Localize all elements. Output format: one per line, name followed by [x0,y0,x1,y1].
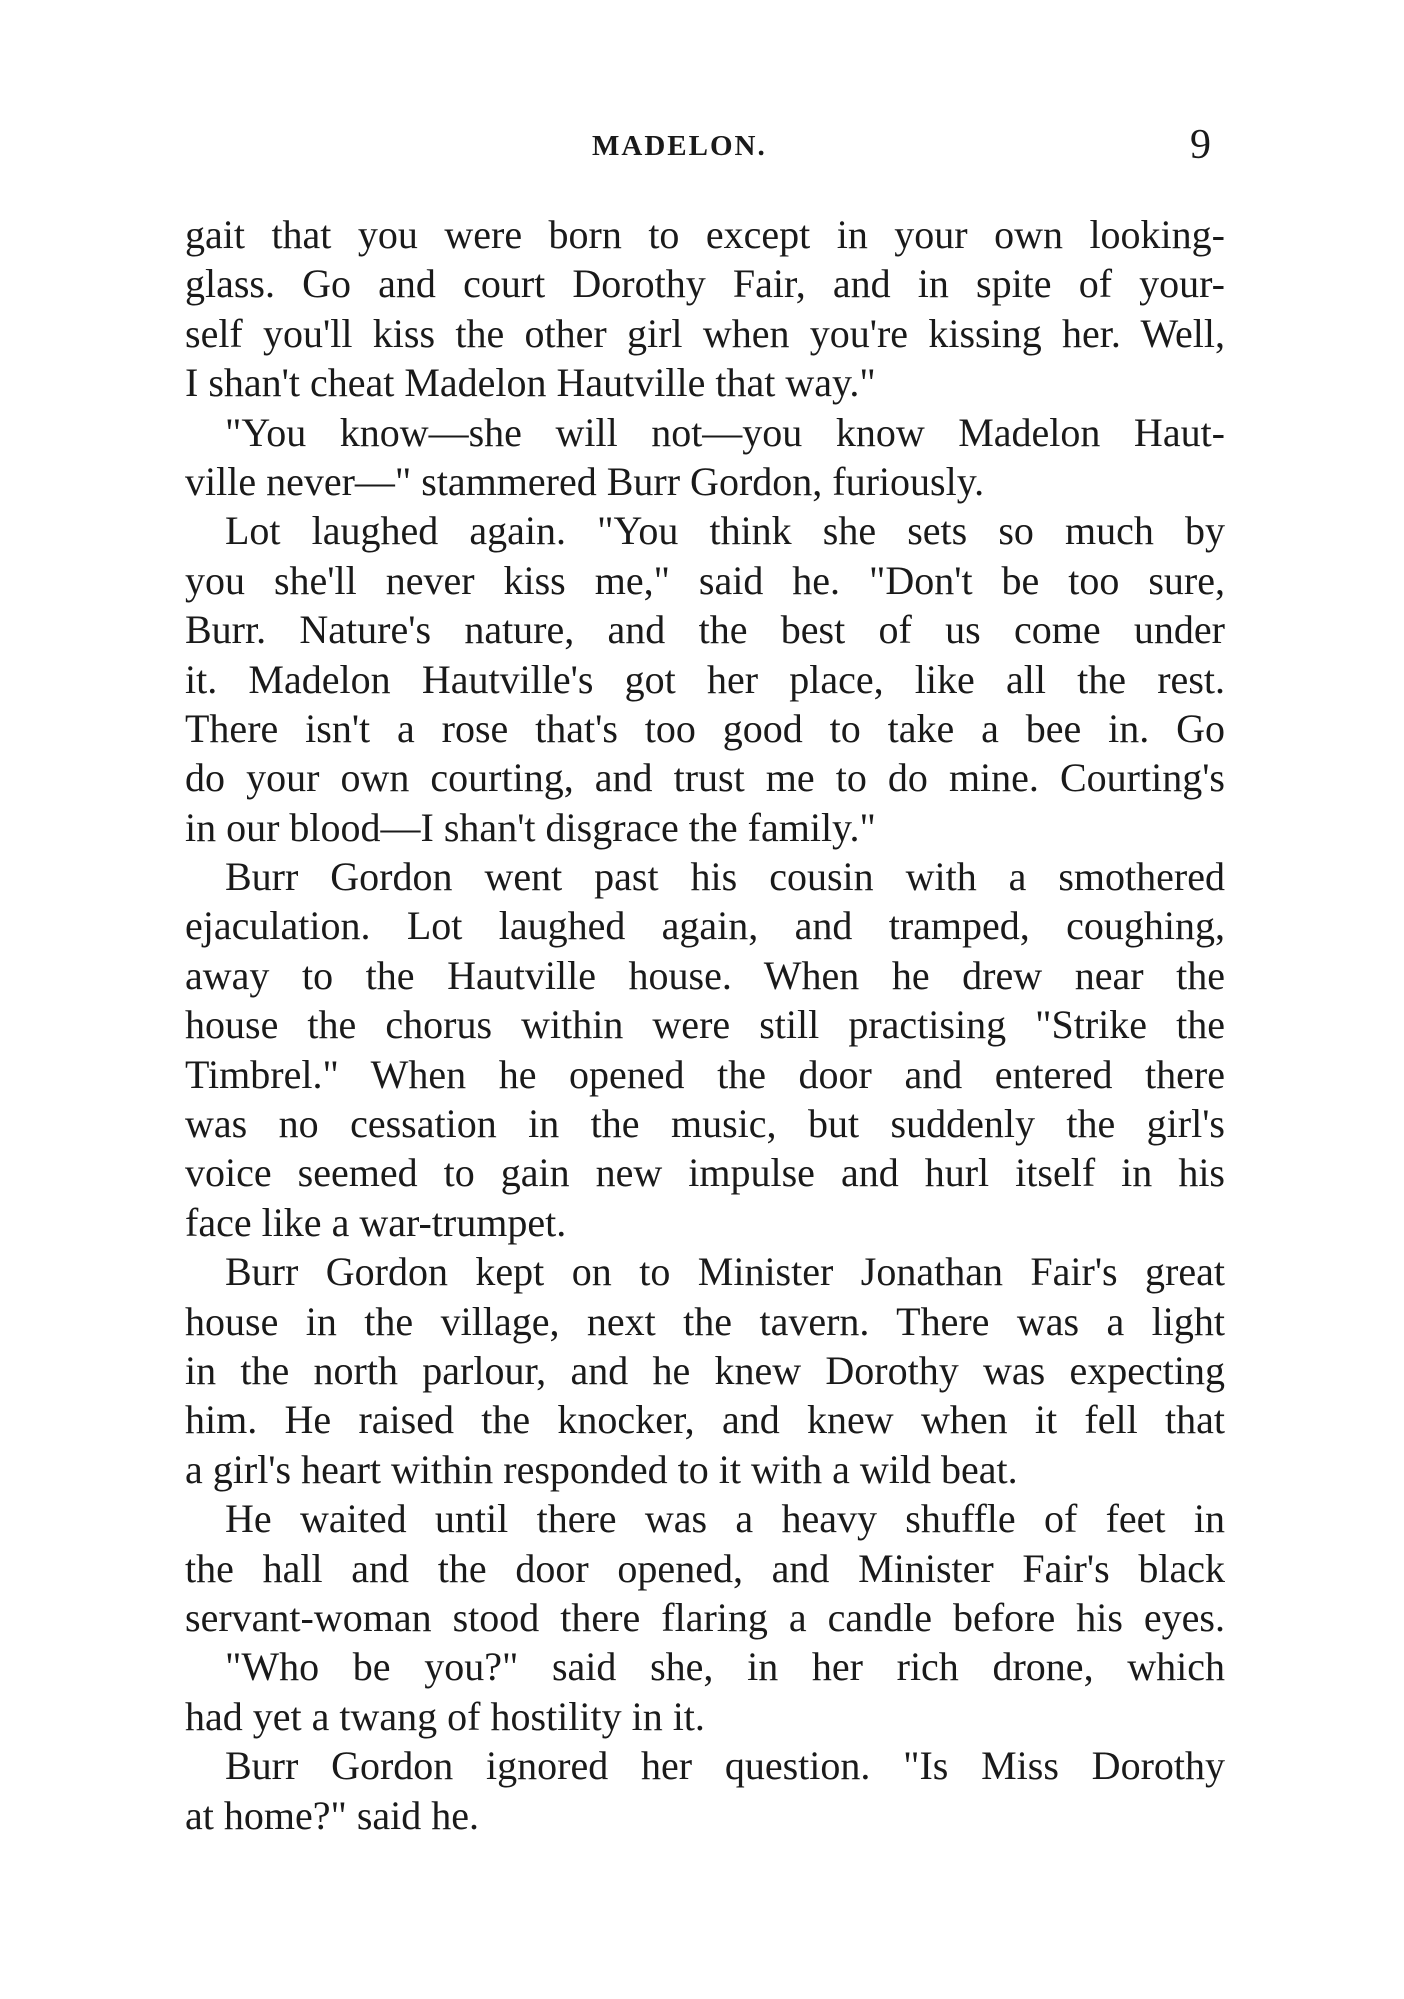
text-line: He waited until there was a heavy shuffle of feet in [225,1496,1225,1542]
text-line: Lot laughed again. "You think she sets so much by [225,508,1225,554]
text-line: Burr Gordon went past his cousin with a smothered [225,854,1225,900]
text-line: away to the Hautville house. When he drew near the [185,952,1225,998]
text-line: him. He raised the knocker, and knew when it fell that [185,1397,1225,1443]
text-line: face like a war-trumpet. [185,1199,567,1245]
text-line: in our blood—I shan't disgrace the family." [185,804,876,850]
text-line: Burr Gordon kept on to Minister Jonathan Fair's great [225,1249,1225,1295]
text-line: the hall and the door opened, and Minister Fair's black [185,1545,1225,1591]
body-text [185,210,1225,1840]
text-line: house in the village, next the tavern. There was a light [185,1298,1225,1344]
text-line: at home?" said he. [185,1792,480,1838]
text-line: I shan't cheat Madelon Hautville that way." [185,360,876,406]
text-line: was no cessation in the music, but suddenly the girl's [185,1101,1225,1147]
text-line: you she'll never kiss me," said he. "Don't be too sure, [185,557,1225,603]
text-line: self you'll kiss the other girl when you're kissing her. Well, [185,310,1225,356]
text-line: Timbrel." When he opened the door and entered there [185,1051,1225,1097]
text-line: a girl's heart within responded to it with a wild beat. [185,1446,1018,1492]
page-number: 9 [1190,122,1211,168]
text-line: had yet a twang of hostility in it. [185,1693,705,1739]
text-line: servant-woman stood there flaring a candle before his eyes. [185,1594,1225,1640]
text-line: voice seemed to gain new impulse and hurl itself in his [185,1150,1225,1196]
text-line: gait that you were born to except in your own looking- [185,212,1225,257]
text-line: "Who be you?" said she, in her rich drone, which [225,1644,1225,1690]
running-title: MADELON. [592,130,767,162]
text-line: glass. Go and court Dorothy Fair, and in spite of your- [185,261,1225,307]
text-line: house the chorus within were still practising "Strike the [185,1002,1225,1048]
text-line: There isn't a rose that's too good to take a bee in. Go [185,705,1225,751]
text-line: it. Madelon Hautville's got her place, like all the rest. [185,656,1225,702]
text-line: ville never—" stammered Burr Gordon, furiously. [185,458,985,504]
text-line: Burr Gordon ignored her question. "Is Miss Dorothy [225,1743,1225,1789]
text-line: ejaculation. Lot laughed again, and tramped, coughing, [185,903,1225,949]
text-line: do your own courting, and trust me to do mine. Courting's [185,755,1225,801]
text-line: Burr. Nature's nature, and the best of us come under [185,607,1225,653]
text-line: "You know—she will not—you know Madelon Haut- [225,409,1225,455]
text-line: in the north parlour, and he knew Dorothy was expecting [185,1347,1225,1393]
